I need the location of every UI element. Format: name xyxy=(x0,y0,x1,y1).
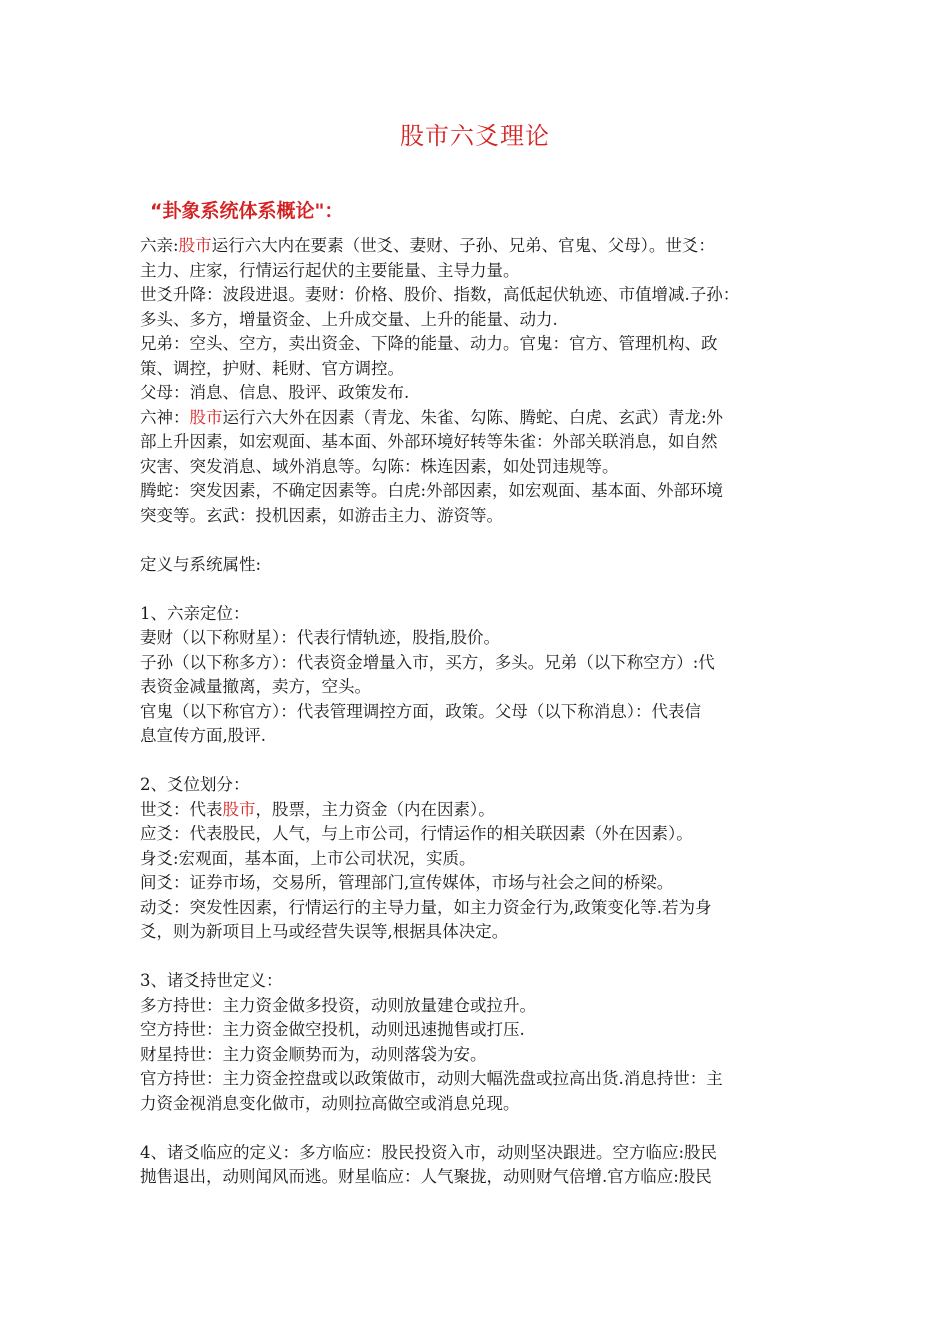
text-line xyxy=(140,920,820,945)
text-run: 财星持世：主力资金顺势而为，动则落袋为安。 xyxy=(140,1044,487,1064)
highlighted-term: 股市 xyxy=(178,236,212,255)
text-run: 世爻升降：波段进退。妻财：价格、股价、指数，高低起伏轨迹、市值增减.子孙： xyxy=(140,285,740,304)
text-line xyxy=(140,798,820,823)
text-line xyxy=(140,626,820,651)
text-run: 应爻：代表股民，人气，与上市公司，行情运作的相关联因素（外在因素）。 xyxy=(140,824,693,843)
text-line xyxy=(140,700,820,725)
text-run: 部上升因素，如宏观面、基本面、外部环境好转等朱雀：外部关联消息，如自然 xyxy=(140,432,718,451)
text-run: 子孙（以下称多方）：代表资金增量入市，买方，多头。兄弟（以下称空方）:代 xyxy=(140,652,715,672)
text-line xyxy=(140,675,820,700)
text-run: 身爻:宏观面，基本面，上市公司状况，实质。 xyxy=(140,848,476,868)
text-line xyxy=(140,1043,820,1068)
text-line xyxy=(140,1067,820,1092)
text-line xyxy=(140,602,820,627)
text-line xyxy=(140,234,820,259)
text-line xyxy=(140,1018,820,1043)
document-title: 股市六爻理论 xyxy=(400,122,550,150)
highlighted-term: 股市 xyxy=(222,799,256,819)
highlighted-term: 股市 xyxy=(189,407,223,427)
text-line xyxy=(140,504,820,529)
text-run: 父母：消息、信息、股评、政策发布. xyxy=(140,383,410,402)
text-run: 官鬼（以下称官方）：代表管理调控方面，政策。父母（以下称消息）：代表信 xyxy=(140,701,701,721)
blank-line xyxy=(140,577,820,602)
text-run: 运行六大内在要素（世爻、妻财、子孙、兄弟、官鬼、父母）。世爻： xyxy=(211,236,715,255)
text-line xyxy=(140,357,820,382)
text-run: 多方持世：主力资金做多投资，动则放量建仓或拉升。 xyxy=(140,995,536,1015)
text-line xyxy=(140,553,820,578)
text-line xyxy=(140,896,820,921)
text-run: 妻财（以下称财星）：代表行情轨迹，股指,股价。 xyxy=(140,628,500,647)
text-run: 突变等。玄武：投机因素，如游击主力、游资等。 xyxy=(140,505,503,525)
section-heading: “卦象系统体系概论"： xyxy=(150,200,344,222)
text-line xyxy=(140,847,820,872)
text-run: 间爻：证券市场，交易所，管理部门,宣传媒体，市场与社会之间的桥梁。 xyxy=(140,873,674,892)
text-line xyxy=(140,1141,820,1166)
blank-line xyxy=(140,945,820,970)
text-run: 3、诸爻持世定义： xyxy=(140,971,283,990)
blank-line xyxy=(140,749,820,774)
text-run: 六亲: xyxy=(140,236,179,255)
text-run: 灾害、突发消息、域外消息等。勾陈：株连因素，如处罚违规等。 xyxy=(140,456,619,476)
text-run: 2、爻位划分： xyxy=(140,775,250,794)
text-line xyxy=(140,308,820,333)
text-line xyxy=(140,651,820,676)
text-run: 六神： xyxy=(140,407,190,427)
text-run: 定义与系统属性: xyxy=(140,554,262,574)
text-run: 腾蛇：突发因素，不确定因素等。白虎:外部因素，如宏观面、基本面、外部环境 xyxy=(140,481,724,500)
text-line xyxy=(140,871,820,896)
text-run: 世爻：代表 xyxy=(140,799,223,819)
text-run: 爻，则为新项目上马或经营失误等,根据具体决定。 xyxy=(140,922,509,941)
text-line xyxy=(140,406,820,431)
text-run: 4、诸爻临应的定义：多方临应：股民投资入市，动则坚决跟进。空方临应:股民 xyxy=(140,1142,718,1162)
text-run: 空方持世：主力资金做空投机，动则迅速抛售或打压. xyxy=(140,1020,525,1039)
text-run: 表资金减量撤离，卖方，空头。 xyxy=(140,677,371,696)
text-run: 策、调控，护财、耗财、官方调控。 xyxy=(140,358,404,378)
text-run: 1、六亲定位： xyxy=(140,603,250,623)
text-run: 抛售退出，动则闻风而逃。财星临应：人气聚拢，动则财气倍增.官方临应:股民 xyxy=(140,1167,712,1186)
text-line xyxy=(140,479,820,504)
text-line xyxy=(140,994,820,1019)
text-run: ，股票，主力资金（内在因素）。 xyxy=(255,799,495,819)
text-run: 官方持世：主力资金控盘或以政策做市，动则大幅洗盘或拉高出货.消息持世：主 xyxy=(140,1069,723,1088)
text-run: 动爻：突发性因素，行情运行的主导力量，如主力资金行为,政策变化等.若为身 xyxy=(140,897,712,917)
blank-line xyxy=(140,1116,820,1141)
blank-line xyxy=(140,528,820,553)
text-line xyxy=(140,969,820,994)
text-line xyxy=(140,822,820,847)
text-line xyxy=(140,1092,820,1117)
text-line xyxy=(140,283,820,308)
text-line xyxy=(140,724,820,749)
text-run: 力资金视消息变化做市，动则拉高做空或消息兑现。 xyxy=(140,1093,520,1113)
text-run: 兄弟：空头、空方，卖出资金、下降的能量、动力。官鬼：官方、管理机构、政 xyxy=(140,334,718,353)
text-run: 运行六大外在因素（青龙、朱雀、勾陈、腾蛇、白虎、玄武）青龙:外 xyxy=(222,407,724,427)
text-run: 息宣传方面,股评. xyxy=(140,726,266,745)
text-line xyxy=(140,332,820,357)
text-line xyxy=(140,430,820,455)
document-body xyxy=(140,234,820,1190)
text-line xyxy=(140,773,820,798)
text-line xyxy=(140,455,820,480)
text-run: 多头、多方，增量资金、上升成交量、上升的能量、动力. xyxy=(140,309,558,329)
text-run: 主力、庄家，行情运行起伏的主要能量、主导力量。 xyxy=(140,260,520,280)
text-line xyxy=(140,381,820,406)
text-line xyxy=(140,1165,820,1190)
text-line xyxy=(140,259,820,284)
